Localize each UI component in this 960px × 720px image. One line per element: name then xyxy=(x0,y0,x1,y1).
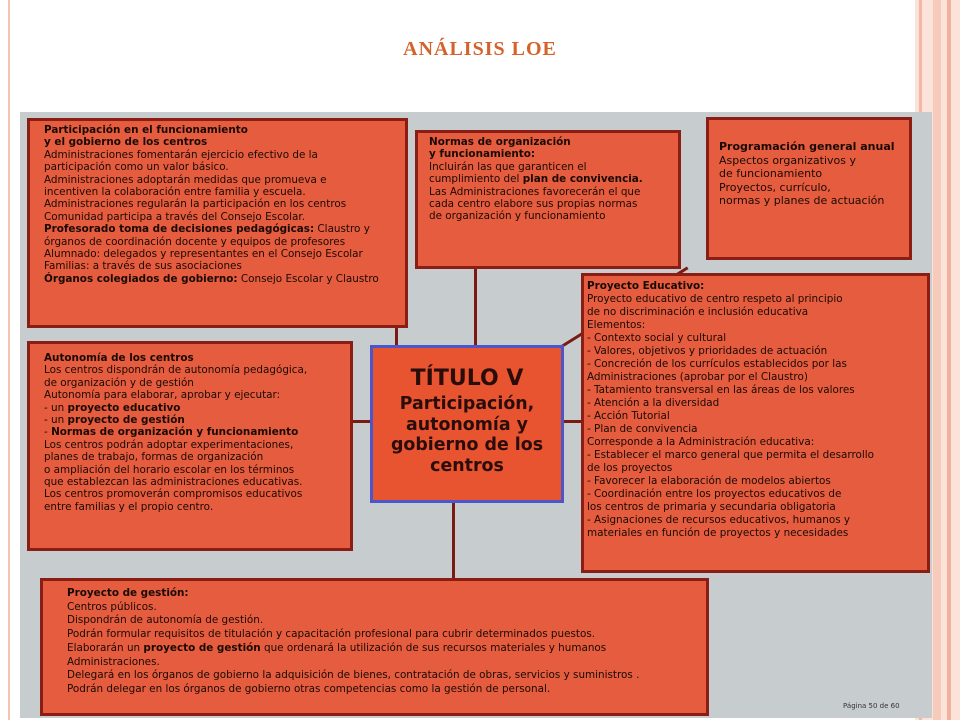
box-line xyxy=(44,364,344,376)
box-line-text: de los proyectos xyxy=(587,462,673,474)
box-line-bold: Normas de organización y funcionamiento xyxy=(51,426,299,439)
box-line-text: Las Administraciones favorecerán el que xyxy=(429,185,641,198)
autonomia-box xyxy=(27,341,353,551)
box-line-bold: Normas de organización xyxy=(429,136,571,148)
box-line-text: que establezcan las administraciones educativas. xyxy=(44,476,303,489)
box-line-text: - un xyxy=(44,401,68,414)
box-line xyxy=(587,527,921,540)
box-line xyxy=(44,377,344,389)
gestion-box xyxy=(40,578,709,716)
box-line-text: - Atención a la diversidad xyxy=(587,397,720,409)
box-line-text: - Valores, objetivos y prioridades de actuación xyxy=(587,345,828,357)
box-line xyxy=(587,371,921,384)
box-line-text: Comunidad participa a través del Consejo Escolar. xyxy=(44,210,306,223)
connector-wire xyxy=(474,268,477,348)
box-line xyxy=(44,248,399,260)
box-line-text: Administraciones (aprobar por el Claustro) xyxy=(587,371,808,383)
box-line-bold: y el gobierno de los centros xyxy=(44,136,208,149)
box-line-text: Autonomía para elaborar, aprobar y ejecutar: xyxy=(44,389,281,402)
box-line-text: cada centro elabore sus propias normas xyxy=(429,198,638,211)
gestion-text xyxy=(67,587,700,697)
box-line-text: Los centros promoverán compromisos educativos xyxy=(44,488,303,501)
participacion-box xyxy=(27,118,408,328)
box-line xyxy=(44,236,399,248)
box-line-text: Administraciones fomentarán ejercicio efectivo de la xyxy=(44,148,318,161)
box-line-bold: proyecto de gestión xyxy=(67,414,185,427)
box-line xyxy=(587,293,921,306)
box-line-text: entre familias y el propio centro. xyxy=(44,500,214,513)
box-line xyxy=(44,451,344,463)
box-line-text: - un xyxy=(44,414,68,427)
box-line xyxy=(719,167,903,181)
box-line xyxy=(44,136,399,148)
box-line-text: Dispondrán de autonomía de gestión. xyxy=(67,614,264,627)
box-line-text: - Acción Tutorial xyxy=(587,410,670,422)
box-line xyxy=(67,683,700,697)
box-line xyxy=(44,488,344,500)
connector-wire xyxy=(452,500,455,582)
box-line-text: - Coordinación entre los proyectos educativos de xyxy=(587,488,842,500)
box-line xyxy=(429,173,672,185)
box-line-text: Los centros dispondrán de autonomía pedagógica, xyxy=(44,364,308,377)
box-line xyxy=(44,186,399,198)
box-line xyxy=(587,475,921,488)
box-line xyxy=(429,186,672,198)
box-line xyxy=(587,397,921,410)
box-line-text: - xyxy=(44,426,52,439)
box-line xyxy=(44,414,344,426)
box-line-text: Podrán delegar en los órganos de gobierno otras competencias como la gestión de personal. xyxy=(67,682,551,695)
slide-title: ANÁLISIS LOE xyxy=(403,38,557,60)
box-line-text: planes de trabajo, formas de organización xyxy=(44,451,264,464)
box-line xyxy=(44,174,399,186)
box-line xyxy=(67,614,700,628)
box-line-text: o ampliación del horario escolar en los términos xyxy=(44,463,295,476)
box-line-text: Corresponde a la Administración educativa: xyxy=(587,436,815,448)
box-line xyxy=(587,436,921,449)
box-line-text: de organización y funcionamiento xyxy=(429,210,606,223)
box-line xyxy=(44,260,399,272)
box-line-text: Administraciones regularán la participación en los centros xyxy=(44,198,347,211)
box-line xyxy=(587,358,921,371)
titulo-v-line: centros xyxy=(430,455,504,476)
box-line-text: Administraciones adoptarán medidas que promueva e xyxy=(44,173,327,186)
box-line-text: Administraciones. xyxy=(67,655,160,668)
box-line xyxy=(587,488,921,501)
box-line xyxy=(44,352,344,364)
box-line xyxy=(44,426,344,438)
autonomia-text xyxy=(44,352,344,513)
box-line-text: de funcionamiento xyxy=(719,167,823,181)
box-line xyxy=(429,136,672,148)
box-line xyxy=(44,402,344,414)
box-line-text: que ordenará la utilización de sus recursos materiales y humanos xyxy=(260,641,607,654)
box-line xyxy=(719,154,903,168)
box-line xyxy=(44,223,399,235)
titulo-v-line: Participación, xyxy=(399,394,535,414)
box-line-bold: Órganos colegiados de gobierno: xyxy=(44,272,238,285)
box-line xyxy=(719,194,903,208)
box-line-text: cumplimiento del xyxy=(429,173,523,186)
box-line xyxy=(429,148,672,160)
box-line xyxy=(67,628,700,642)
box-line xyxy=(587,462,921,475)
box-line xyxy=(429,210,672,222)
box-line xyxy=(587,449,921,462)
normas-text xyxy=(429,136,672,223)
box-line xyxy=(44,211,399,223)
box-line xyxy=(44,273,399,285)
box-line xyxy=(587,384,921,397)
box-line-text: - Favorecer la elaboración de modelos abiertos xyxy=(587,475,831,487)
box-line xyxy=(67,669,700,683)
box-line-bold: Programación general anual xyxy=(719,140,895,153)
box-line-text: Consejo Escolar y Claustro xyxy=(237,272,379,285)
box-line-text: de no discriminación e inclusión educativa xyxy=(587,306,809,318)
box-line xyxy=(587,280,921,293)
box-line-text: Proyectos, currículo, xyxy=(719,180,831,194)
titulo-v-box xyxy=(370,345,564,503)
box-line xyxy=(429,198,672,210)
box-line-text: Los centros podrán adoptar experimentaciones, xyxy=(44,438,294,451)
box-line-bold: Participación en el funcionamiento xyxy=(44,124,248,136)
box-line xyxy=(587,306,921,319)
page-number: Página 50 de 60 xyxy=(843,702,900,710)
box-line-text: los centros de primaria y secundaria obligatoria xyxy=(587,501,836,513)
box-line xyxy=(587,410,921,423)
box-line xyxy=(429,161,672,173)
proyecto-educativo-text xyxy=(587,280,921,540)
titulo-v-subtitle xyxy=(373,394,561,476)
box-line-text: Elaborarán un xyxy=(67,641,144,654)
box-line xyxy=(44,439,344,451)
slide-left-border xyxy=(8,0,10,720)
participacion-text xyxy=(44,124,399,285)
box-line xyxy=(44,198,399,210)
box-line-text: - Contexto social y cultural xyxy=(587,332,727,344)
box-line xyxy=(44,161,399,173)
box-line-text: Alumnado: delegados y representantes en el Consejo Escolar xyxy=(44,248,363,261)
box-line xyxy=(67,642,700,656)
box-line xyxy=(67,587,700,601)
box-line xyxy=(719,140,903,154)
titulo-v-line: autonomía y xyxy=(406,414,528,435)
box-line-text: Centros públicos. xyxy=(67,600,157,613)
box-line xyxy=(44,464,344,476)
box-line xyxy=(67,601,700,615)
box-line xyxy=(44,476,344,488)
box-line-text: órganos de coordinación docente y equipos de profesores xyxy=(44,235,346,248)
box-line xyxy=(587,332,921,345)
box-line-bold: proyecto educativo xyxy=(67,401,181,414)
box-line-text: de organización y de gestión xyxy=(44,376,194,389)
box-line-text: normas y planes de actuación xyxy=(719,194,885,208)
box-line xyxy=(587,423,921,436)
box-line-bold: Proyecto de gestión: xyxy=(67,587,189,599)
box-line xyxy=(44,501,344,513)
box-line xyxy=(719,181,903,195)
box-line-text: Incluirán las que garanticen el xyxy=(429,160,587,173)
box-line-text: materiales en función de proyectos y necesidades xyxy=(587,527,849,539)
proyecto-educativo-box xyxy=(581,273,930,573)
titulo-v-heading: TÍTULO V xyxy=(410,366,524,391)
box-line-text: participación como un valor básico. xyxy=(44,161,229,174)
box-line xyxy=(587,345,921,358)
box-line-text: incentiven la colaboración entre familia y escuela. xyxy=(44,186,306,199)
box-line-text: Delegará en los órganos de gobierno la adquisición de bienes, contratación de obras, servicios y suministros . xyxy=(67,669,640,682)
box-line xyxy=(44,124,399,136)
box-line-text: Claustro y xyxy=(314,223,370,236)
box-line xyxy=(587,319,921,332)
box-line-text: - Establecer el marco general que permita el desarrollo xyxy=(587,449,874,461)
box-line-text: - Tatamiento transversal en las áreas de los valores xyxy=(587,384,855,396)
box-line xyxy=(67,656,700,670)
box-line xyxy=(44,389,344,401)
box-line-bold: Autonomía de los centros xyxy=(44,352,194,364)
box-line-bold: Proyecto Educativo: xyxy=(587,280,705,292)
box-line-text: Elementos: xyxy=(587,319,646,331)
box-line xyxy=(44,149,399,161)
box-line-bold: plan de convivencia. xyxy=(522,173,643,186)
normas-box xyxy=(415,130,681,269)
box-line-bold: y funcionamiento: xyxy=(429,148,536,161)
box-line-bold: proyecto de gestión xyxy=(143,641,261,654)
programacion-box xyxy=(706,117,912,260)
box-line-text: Podrán formular requisitos de titulación y capacitación profesional para cubrir determinados puestos. xyxy=(67,628,596,641)
box-line-text: - Asignaciones de recursos educativos, humanos y xyxy=(587,514,851,526)
programacion-text xyxy=(719,140,903,208)
box-line-text: Familias: a través de sus asociaciones xyxy=(44,260,242,273)
box-line-bold: Profesorado toma de decisiones pedagógicas: xyxy=(44,223,315,236)
box-line-text: - Concreción de los currículos establecidos por las xyxy=(587,358,847,370)
box-line-text: - Plan de convivencia xyxy=(587,423,698,435)
box-line xyxy=(587,501,921,514)
box-line xyxy=(587,514,921,527)
box-line-text: Proyecto educativo de centro respeto al principio xyxy=(587,293,843,305)
box-line-text: Aspectos organizativos y xyxy=(719,153,856,167)
titulo-v-line: gobierno de los xyxy=(390,435,544,455)
